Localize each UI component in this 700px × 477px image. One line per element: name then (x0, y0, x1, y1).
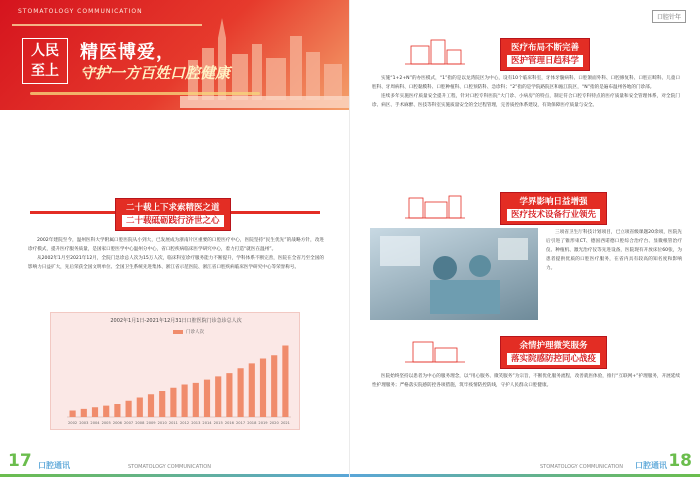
bar-2006 (114, 404, 120, 417)
bar-2011 (170, 388, 176, 417)
bar-2010 (159, 391, 165, 417)
bar-2015 (215, 376, 221, 417)
bar-2019 (260, 359, 266, 418)
x-tick-label: 2012 (180, 421, 190, 425)
legend-label: 门诊人次 (186, 330, 204, 335)
x-tick-label: 2009 (146, 421, 156, 425)
hero-banner (0, 0, 350, 110)
paragraph: 从2002年1月至2021年12月，全院门急诊总人次为15万人次，临床科室诊疗服务能力不断提升，学科体系不断完善，医院在全省乃至全国的影响力日益扩大，先后荣获全国文明单位、全国卫生系统先进集体、浙江省示范医院、浙江省口腔疾病临床医学研究中心等荣誉称号。 (28, 256, 324, 270)
x-tick-label: 2016 (224, 421, 234, 425)
x-tick-label: 2002 (68, 421, 78, 425)
banner-ribbon-lower (30, 92, 260, 95)
x-tick-label: 2011 (168, 421, 178, 425)
paragraph: 2002年建院至今，温州医科大学附属口腔医院从小到大，已发展成为浙南片区重要的口腔医疗中心，医院坚持“民生优先”的战略方针，改进诊疗模式，提升医疗服务质量，是国家口腔医学中心温州分中心，省口腔疾病临床医学研究中心，着力打造“就医在温州”。 (28, 238, 324, 252)
x-tick-label: 2020 (269, 421, 279, 425)
influence-article (546, 228, 682, 273)
bar-2005 (103, 406, 109, 417)
section-title-line2: 医护管理日趋科学 (507, 55, 583, 67)
section-heading-influence (500, 192, 607, 225)
bar-2002 (70, 411, 76, 418)
section-title-line1: 二十载上下求索精医之道 (126, 203, 220, 213)
nursing-article (372, 372, 680, 390)
paragraph: 实施“1+2+N”的办医模式，“1”指的是以龙湾院区为中心，设有10个临床科室，牙体牙髓病科、口腔颌面外科、口腔修复科、口腔正畸科、儿童口腔科、牙周病科、口腔黏膜科、口腔种植科、口腔预防科、急诊科；“2”指的是学院路院区和瓯江院区，“N”指的是遍布温州各地的门诊部。 (372, 76, 680, 90)
bar-2012 (182, 385, 188, 418)
bar-2020 (271, 355, 277, 417)
section-heading-layout (500, 38, 590, 71)
bar-2016 (226, 373, 232, 417)
x-tick-label: 2013 (191, 421, 201, 425)
bar-2018 (249, 363, 255, 417)
x-tick-label: 2006 (112, 421, 122, 425)
banner-title-line1: 精医博爱， (80, 42, 175, 63)
bar-2021 (282, 346, 288, 418)
section-title-line1: 医疗布局不断完善 (511, 43, 580, 53)
x-tick-label: 2005 (101, 421, 111, 425)
x-tick-label: 2004 (90, 421, 100, 425)
building-outline-illustration (405, 192, 465, 220)
bar-2014 (204, 380, 210, 417)
x-tick-label: 2008 (135, 421, 145, 425)
column-tag: 口腔针年 (652, 10, 686, 23)
visits-bar-chart (50, 312, 300, 430)
clinic-outline-illustration (405, 336, 465, 364)
bar-2013 (193, 383, 199, 417)
banner-title-line2: 守护一方百姓口腔健康 (80, 64, 231, 82)
bar-2007 (126, 401, 132, 417)
bar-2003 (81, 409, 87, 417)
section-title-line2: 落实院感防控同心战疫 (507, 353, 600, 365)
x-tick-label: 2003 (79, 421, 89, 425)
banner-kicker: STOMATOLOGY COMMUNICATION (18, 8, 143, 15)
section-title-line2: 二十载砥砺践行济世之心 (122, 215, 224, 227)
banner-ribbon (12, 24, 202, 26)
chart-plot (51, 313, 301, 431)
paragraph: 三项省卫生厅科技计划项目，已立项省级课题20余项，医院先后引进了锥形束CT、德国西诺德口腔综合治疗台、显微根管治疗仪、种植机、激光治疗仪等先进设备，医院现有开放床位60张，为患者提供优质的口腔医疗服务，在省内具有较高的知名度和影响力。 (546, 230, 682, 271)
footer-masthead: 口腔通讯 (38, 461, 70, 470)
bar-2004 (92, 407, 98, 417)
intro-article (28, 236, 324, 272)
paragraph: 连续多年实施医疗质量安全提升工程，针对口腔专科医院“大门诊、小病房”的特点，制定符合口腔专科特点的医疗质量和安全管理体系，对全院门诊、病区、手术麻醉、医技等科室实施质量安全的全过程管理，完善质控体系建设，有效保障医疗质量与安全。 (372, 94, 680, 108)
right-page (350, 0, 700, 477)
x-tick-label: 2010 (157, 421, 167, 425)
section-title-line2: 医疗技术设备行业领先 (507, 209, 600, 221)
x-tick-label: 2021 (280, 421, 290, 425)
footer-english: STOMATOLOGY COMMUNICATION (128, 464, 211, 470)
people-first-badge: 人民 至上 (22, 38, 68, 84)
footer-masthead: 口腔通讯 (635, 461, 667, 470)
footer-english: STOMATOLOGY COMMUNICATION (540, 464, 623, 470)
section-title-line1: 学界影响日益增强 (519, 197, 588, 207)
section-heading-nursing (500, 336, 607, 369)
surgery-photo (370, 228, 538, 320)
right-footer (350, 449, 700, 477)
x-tick-label: 2018 (247, 421, 257, 425)
x-tick-label: 2015 (213, 421, 223, 425)
layout-article (372, 74, 680, 110)
paragraph: 医院始终坚持以患者为中心的服务理念，以“用心服务、微笑服务”为宗旨，不断优化服务流程，改善就医体验，推行“互联网+”护理服务，开展延续性护理服务；严格落实院感防控各项措施，筑牢疫情防控防线，守护人民群众口腔健康。 (372, 374, 680, 388)
bar-2017 (238, 368, 244, 417)
hospital-building-illustration (405, 38, 465, 66)
section-title-line1: 余情护理微笑服务 (519, 341, 588, 351)
x-tick-label: 2014 (202, 421, 212, 425)
bar-2008 (137, 398, 143, 418)
x-tick-label: 2007 (124, 421, 134, 425)
chart-title: 2002年1月1日-2021年12月31日口腔医院门诊急诊总人次 (110, 318, 242, 324)
bar-2009 (148, 394, 154, 417)
left-footer (0, 449, 350, 477)
page-number: 17 (8, 451, 32, 471)
x-tick-label: 2019 (258, 421, 268, 425)
section-heading-history (0, 198, 350, 228)
x-tick-label: 2017 (236, 421, 246, 425)
page-number: 18 (668, 451, 692, 471)
